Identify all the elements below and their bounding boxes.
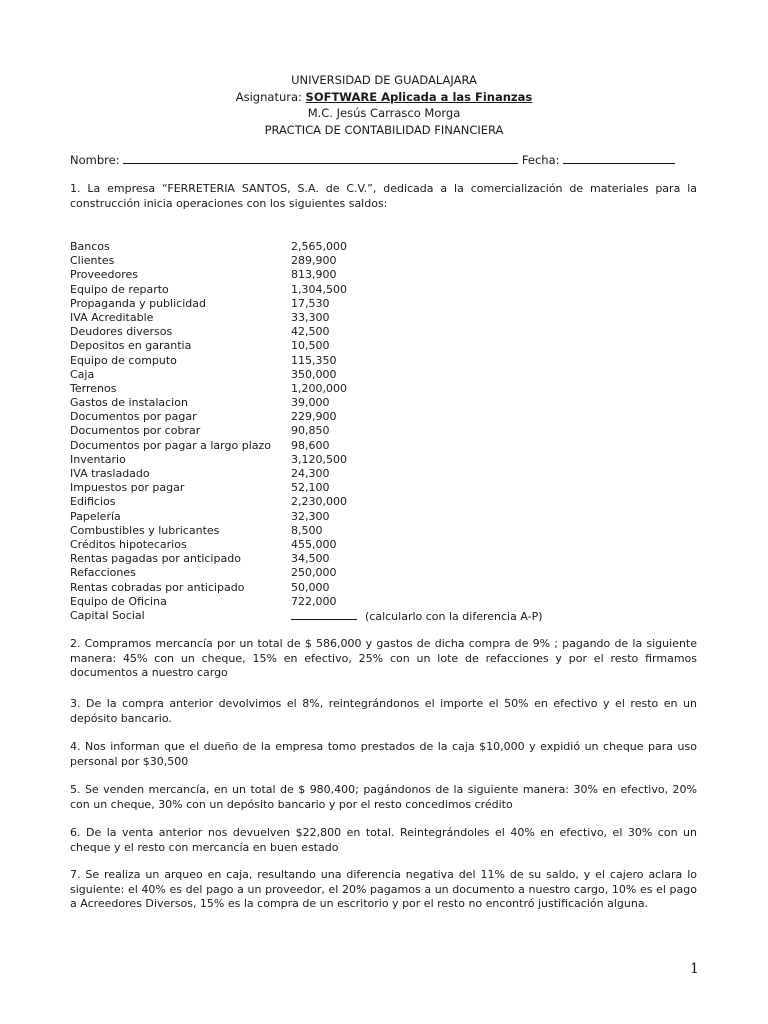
subject-prefix: Asignatura: — [235, 89, 306, 104]
name-label: Nombre: — [70, 153, 120, 167]
account-amount: 455,000 — [291, 537, 337, 551]
document-header — [0, 72, 768, 138]
account-name: Inventario — [70, 452, 126, 466]
balance-row — [70, 495, 590, 509]
teacher-name: M.C. Jesús Carrasco Morga — [307, 106, 461, 120]
balance-row — [70, 524, 590, 538]
account-name: Impuestos por pagar — [70, 481, 185, 495]
balance-row — [70, 311, 590, 325]
name-date-line — [70, 153, 695, 167]
account-amount: 32,300 — [291, 509, 330, 523]
balance-row — [70, 254, 590, 268]
date-label: Fecha: — [521, 153, 560, 167]
account-name: Documentos por pagar — [70, 410, 197, 424]
account-name: Equipo de reparto — [70, 282, 169, 296]
page-number: 1 — [690, 961, 699, 977]
balance-row — [70, 510, 590, 524]
capital-value — [291, 609, 543, 623]
balance-row — [70, 552, 590, 566]
account-amount: 3,120,500 — [291, 452, 347, 466]
account-name: Papelería — [70, 509, 121, 523]
account-name: Caja — [70, 367, 95, 381]
account-name: Refacciones — [70, 566, 136, 580]
account-name: Clientes — [70, 254, 115, 268]
balance-row — [70, 581, 590, 595]
capital-blank[interactable] — [291, 609, 357, 620]
account-name: Gastos de instalacion — [70, 396, 188, 410]
university-name: UNIVERSIDAD DE GUADALAJARA — [291, 73, 477, 87]
account-name: Bancos — [70, 240, 110, 253]
balance-row — [70, 325, 590, 339]
account-amount: 289,900 — [291, 254, 337, 268]
balance-row — [70, 538, 590, 552]
intro-paragraph: 1. La empresa “FERRETERIA SANTOS, S.A. de C.V.”, dedicada a la comercialización de materiales para la construcción inicia operaciones con los siguientes saldos: — [70, 182, 697, 210]
paragraph-7: 7. Se realiza un arqueo en caja, resultando una diferencia negativa del 11% de su saldo, y el cajero aclara lo siguiente: el 40% es del pago a un proveedor, el 20% pagamos a un documento a nuestro cargo, 10% es el pago a Acreedores Diversos, 15% es la compra de un escritorio y por el resto no encontró justificación alguna. — [70, 868, 697, 910]
paragraph-6: 6. De la venta anterior nos devuelven $22,800 en total. Reintegrándoles el 40% en efectivo, el 30% con un cheque y el resto con mercancía en buen estado — [70, 826, 697, 854]
capital-note: (calcularlo con la diferencia A-P) — [365, 609, 543, 623]
subject-line — [0, 89, 768, 106]
account-amount: 90,850 — [291, 424, 330, 438]
account-amount: 17,530 — [291, 296, 330, 310]
balance-row — [70, 566, 590, 580]
paragraph-3: 3. De la compra anterior devolvimos el 8%, reintegrándonos el importe el 50% en efectivo y el resto en un depósito bancario. — [70, 697, 697, 725]
balance-row — [70, 595, 590, 609]
account-amount: 98,600 — [291, 438, 330, 452]
account-name: Rentas pagadas por anticipado — [70, 552, 241, 566]
account-amount: 115,350 — [291, 353, 337, 367]
account-amount: 50,000 — [291, 580, 330, 594]
name-blank[interactable] — [123, 153, 518, 164]
balance-row — [70, 396, 590, 410]
balance-row — [70, 453, 590, 467]
account-name: Edificios — [70, 495, 116, 509]
account-name: Deudores diversos — [70, 325, 173, 339]
account-name: Créditos hipotecarios — [70, 537, 187, 551]
account-name: Depositos en garantia — [70, 339, 192, 353]
balance-row — [70, 424, 590, 438]
account-amount: 33,300 — [291, 310, 330, 324]
account-name: Documentos por pagar a largo plazo — [70, 438, 271, 452]
balance-row — [70, 382, 590, 396]
account-amount: 39,000 — [291, 396, 330, 410]
subject-title: SOFTWARE Aplicada a las Finanzas — [305, 89, 533, 104]
account-amount: 42,500 — [291, 325, 330, 339]
account-amount: 8,500 — [291, 523, 323, 537]
balance-row — [70, 283, 590, 297]
account-name: Proveedores — [70, 268, 138, 282]
balance-row — [70, 467, 590, 481]
account-amount: 350,000 — [291, 367, 337, 381]
account-amount: 24,300 — [291, 467, 330, 480]
account-name: Rentas cobradas por anticipado — [70, 580, 245, 594]
account-name: IVA trasladado — [70, 467, 150, 480]
balance-row — [70, 339, 590, 353]
balance-row — [70, 240, 590, 254]
account-name: Propaganda y publicidad — [70, 296, 206, 310]
account-amount: 52,100 — [291, 481, 330, 495]
account-amount: 722,000 — [291, 594, 337, 608]
account-amount: 1,304,500 — [291, 282, 347, 296]
balance-row — [70, 481, 590, 495]
capital-account: Capital Social — [70, 608, 145, 622]
account-amount: 250,000 — [291, 566, 337, 580]
account-name: Equipo de Oficina — [70, 594, 167, 608]
paragraph-2: 2. Compramos mercancía por un total de $ 586,000 y gastos de dicha compra de 9% ; pagando de la siguiente manera: 45% con un cheque, 15% en efectivo, 25% con un lote de refacciones y por el resto firmamos documentos a nuestro cargo — [70, 637, 697, 679]
date-blank[interactable] — [563, 153, 675, 164]
account-amount: 2,565,000 — [291, 240, 347, 253]
account-name: Combustibles y lubricantes — [70, 523, 220, 537]
balances-list — [70, 240, 590, 623]
account-amount: 10,500 — [291, 339, 330, 353]
balance-row — [70, 297, 590, 311]
balance-row — [70, 410, 590, 424]
account-amount: 813,900 — [291, 268, 337, 282]
account-name: Equipo de computo — [70, 353, 177, 367]
account-name: Terrenos — [70, 381, 117, 395]
practice-title: PRACTICA DE CONTABILIDAD FINANCIERA — [264, 122, 504, 137]
account-amount: 34,500 — [291, 552, 330, 566]
balance-row — [70, 439, 590, 453]
account-amount: 229,900 — [291, 410, 337, 424]
account-name: Documentos por cobrar — [70, 424, 201, 438]
balance-row — [70, 368, 590, 382]
capital-row — [70, 609, 590, 623]
paragraph-5: 5. Se venden mercancía, en un total de $ 980,400; pagándonos de la siguiente manera: 30% en efectivo, 20% con un cheque, 30% con un depósito bancario y por el resto concedimos crédito — [70, 783, 697, 811]
balance-row — [70, 268, 590, 282]
balance-row — [70, 354, 590, 368]
account-name: IVA Acreditable — [70, 310, 154, 324]
account-amount: 1,200,000 — [291, 381, 347, 395]
account-amount: 2,230,000 — [291, 495, 347, 509]
paragraph-4: 4. Nos informan que el dueño de la empresa tomo prestados de la caja $10,000 y expidió un cheque para uso personal por $30,500 — [70, 740, 697, 768]
